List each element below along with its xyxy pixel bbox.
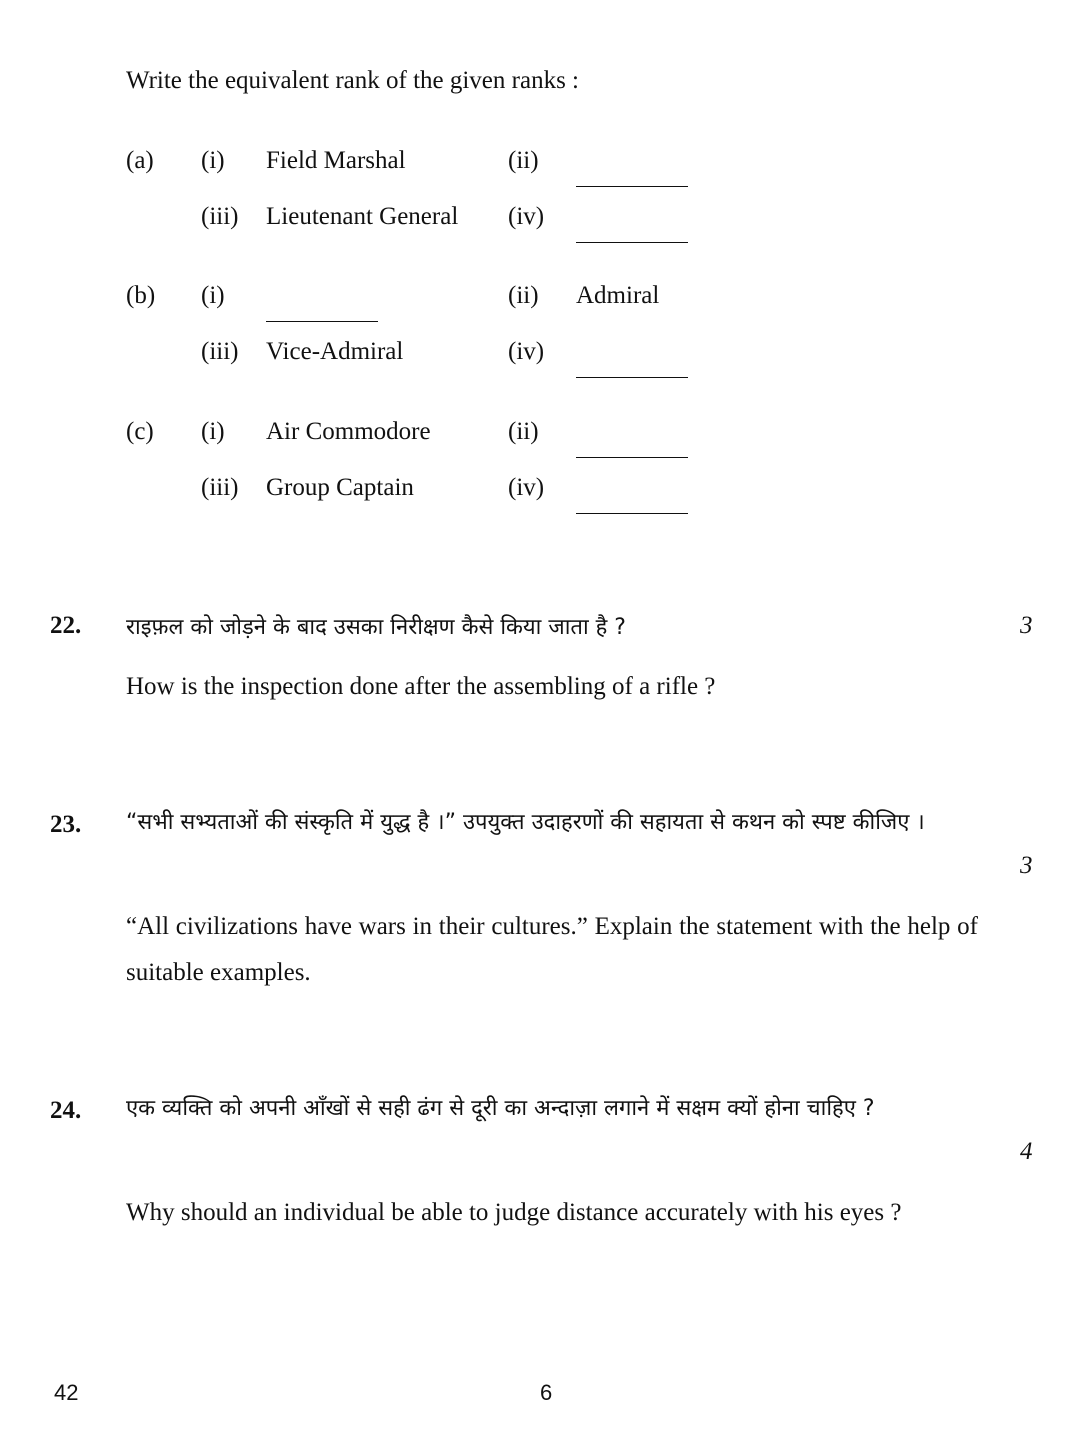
rank-name: Field Marshal bbox=[266, 147, 406, 174]
rank-num: (iv) bbox=[508, 474, 545, 501]
answer-blank bbox=[576, 443, 688, 462]
rank-num: (ii) bbox=[508, 282, 539, 309]
answer-blank bbox=[576, 499, 688, 518]
question-marks: 3 bbox=[1020, 852, 1033, 879]
question-hindi: राइफ़ल को जोड़ने के बाद उसका निरीक्षण कैसे किया जाता है ? bbox=[126, 615, 626, 640]
question-hindi: एक व्यक्ति को अपनी आँखों से सही ढंग से दूरी का अन्दाज़ा लगाने में सक्षम क्यों होना चाहिए ? bbox=[126, 1096, 875, 1121]
group-label: (c) bbox=[126, 418, 154, 445]
answer-blank bbox=[576, 228, 688, 247]
group-label: (b) bbox=[126, 282, 156, 309]
rank-num: (iv) bbox=[508, 203, 545, 230]
rank-num: (ii) bbox=[508, 147, 539, 174]
page-number: 6 bbox=[540, 1380, 553, 1405]
rank-name: Admiral bbox=[576, 282, 660, 309]
question-english: How is the inspection done after the assembling of a rifle ? bbox=[126, 673, 716, 700]
question-number: 22. bbox=[50, 612, 82, 639]
rank-num: (iii) bbox=[201, 338, 239, 365]
rank-num: (iii) bbox=[201, 474, 239, 501]
question-marks: 3 bbox=[1020, 612, 1033, 639]
paper-code: 42 bbox=[54, 1380, 79, 1405]
rank-num: (i) bbox=[201, 282, 225, 309]
intro-text: Write the equivalent rank of the given ranks : bbox=[126, 67, 580, 94]
question-number: 23. bbox=[50, 811, 82, 838]
question-english: Why should an individual be able to judge distance accurately with his eyes ? bbox=[126, 1199, 902, 1226]
rank-name: Air Commodore bbox=[266, 418, 431, 445]
group-label: (a) bbox=[126, 147, 154, 174]
rank-num: (i) bbox=[201, 418, 225, 445]
answer-blank bbox=[266, 307, 378, 326]
answer-blank bbox=[576, 172, 688, 191]
rank-num: (iv) bbox=[508, 338, 545, 365]
question-english: “All civilizations have wars in their cultures.” Explain the statement with the help of suitable examples. bbox=[126, 913, 978, 986]
rank-num: (iii) bbox=[201, 203, 239, 230]
question-number: 24. bbox=[50, 1097, 82, 1124]
rank-num: (i) bbox=[201, 147, 225, 174]
rank-name: Group Captain bbox=[266, 474, 414, 501]
question-marks: 4 bbox=[1020, 1138, 1033, 1165]
answer-blank bbox=[576, 363, 688, 382]
rank-name: Vice-Admiral bbox=[266, 338, 404, 365]
rank-num: (ii) bbox=[508, 418, 539, 445]
question-hindi: “सभी सभ्यताओं की संस्कृति में युद्ध है ।” उपयुक्त उदाहरणों की सहायता से कथन को स्पष्ट कीजिए । bbox=[126, 810, 925, 835]
rank-name: Lieutenant General bbox=[266, 203, 459, 230]
